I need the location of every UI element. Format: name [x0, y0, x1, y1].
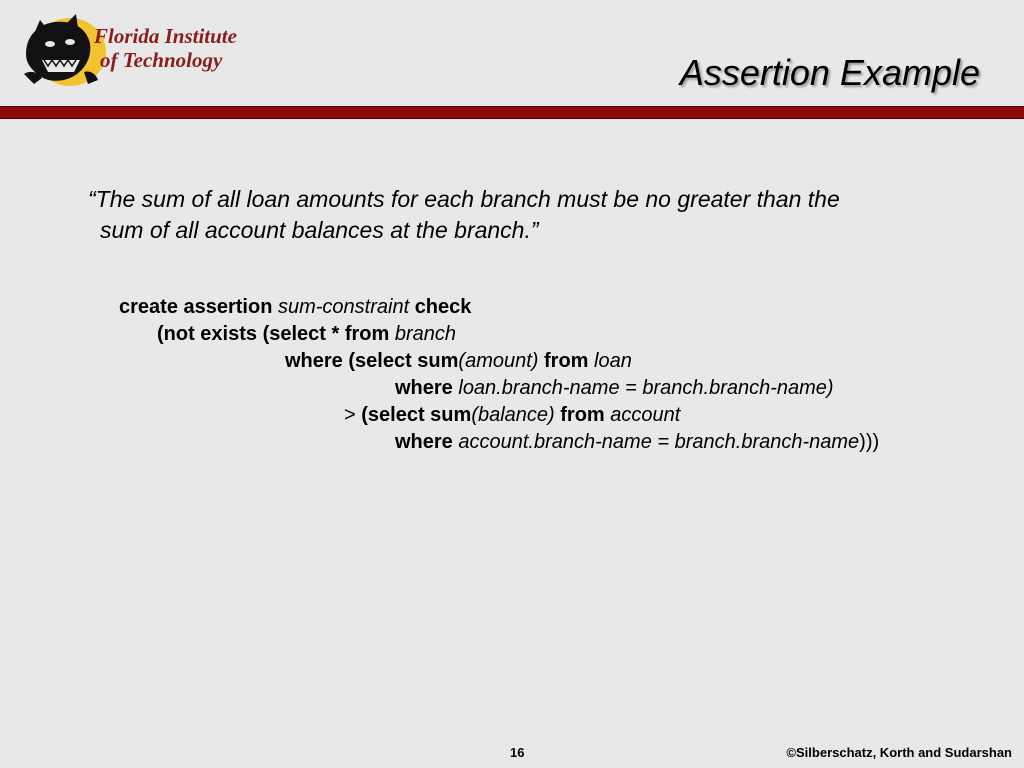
sql-identifier: loan.branch-name = branch.branch-name) — [452, 377, 834, 399]
sql-identifier: branch — [389, 323, 457, 345]
sql-identifier: sum-constraint — [272, 296, 415, 318]
sql-keyword: where — [395, 377, 453, 399]
sql-keyword: from — [554, 404, 605, 426]
code-line — [395, 428, 879, 456]
quote-text — [88, 184, 968, 246]
title-divider-bar — [0, 106, 1024, 119]
logo-text — [94, 24, 237, 72]
sql-identifier: (balance) — [471, 404, 555, 426]
sql-identifier: account — [604, 404, 681, 426]
quote-line-1: “The sum of all loan amounts for each branch must be no greater than the — [88, 186, 840, 212]
copyright-notice: ©Silberschatz, Korth and Sudarshan — [786, 745, 1012, 760]
page-number: 16 — [510, 745, 525, 760]
slide-title: Assertion Example — [679, 52, 980, 93]
code-line — [119, 293, 471, 321]
sql-symbol: > — [344, 404, 362, 426]
logo-line1: Florida Institute — [94, 24, 237, 48]
sql-keyword: where — [395, 431, 453, 453]
logo-line2: of Technology — [100, 48, 223, 72]
sql-keyword: from — [538, 350, 589, 372]
code-line — [395, 374, 834, 402]
code-line — [285, 347, 632, 375]
sql-symbol: ))) — [859, 431, 880, 453]
sql-identifier: loan — [588, 350, 632, 372]
code-line — [344, 401, 680, 429]
sql-keyword: check — [414, 296, 472, 318]
sql-keyword: create assertion — [119, 296, 273, 318]
quote-line-2: sum of all account balances at the branch.” — [100, 217, 539, 243]
sql-keyword: (select sum — [361, 404, 472, 426]
sql-keyword: where (select sum — [285, 350, 459, 372]
code-line — [157, 320, 456, 348]
fit-logo — [20, 14, 260, 92]
sql-identifier: account.branch-name = branch.branch-name — [452, 431, 860, 453]
sql-identifier: (amount) — [458, 350, 539, 372]
sql-keyword: (not exists (select * from — [157, 323, 390, 345]
